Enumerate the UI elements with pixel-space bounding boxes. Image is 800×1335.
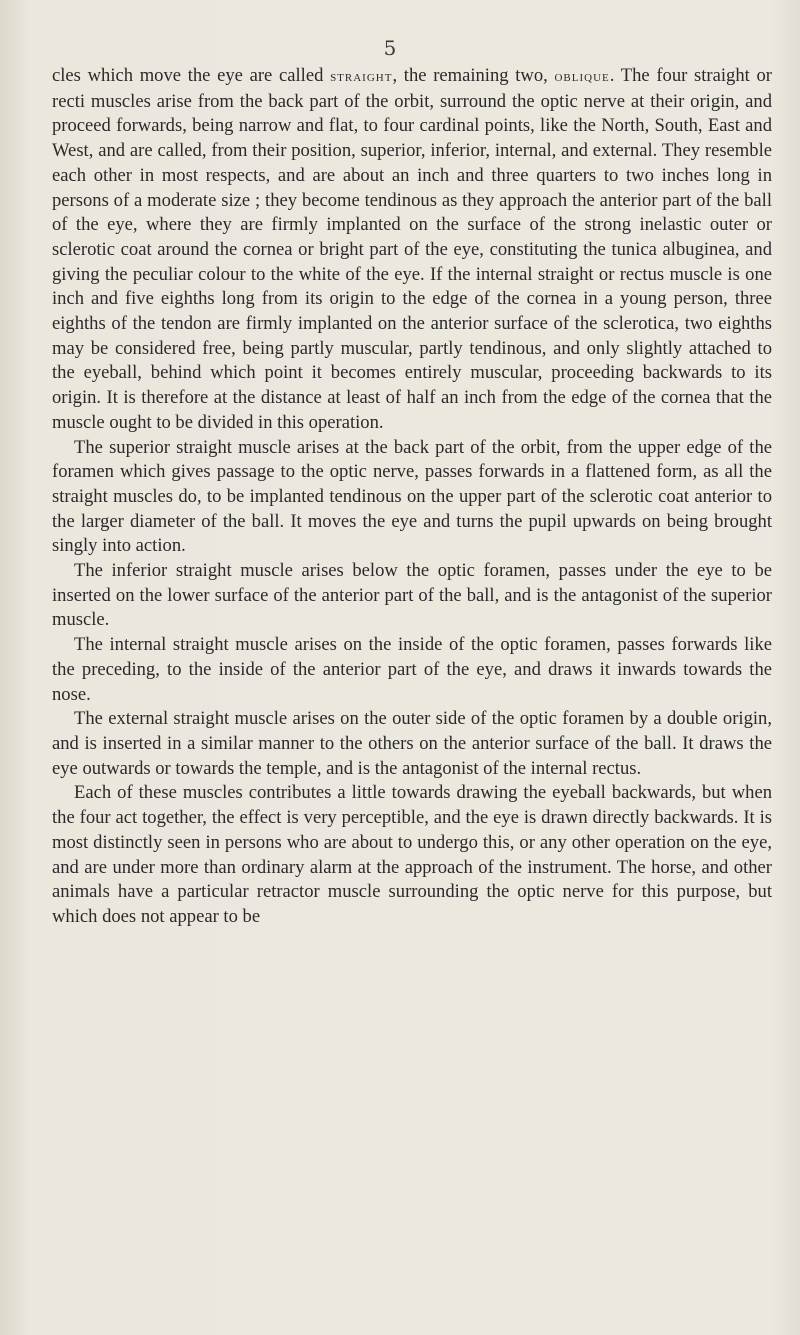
paragraph-1-rest: . The four straight or recti muscles arise from the back part of the orbit, surround the optic nerve at their origin, and proceed forwards, being narrow and flat, to four cardinal points, like the North, South, East and West, and are called, from their position, superior, inferior, internal, and external. They resemble each other in most respects, and are about an inch and three quarters to two inches long in persons of a moderate size ; they become tendinous as they approach the anterior part of the ball of the eye, where they are firmly implanted on the surface of the strong inelastic outer or sclerotic coat around the cornea or bright part of the eye, constituting the tunica albuginea, and giving the peculiar colour to the white of the eye. If the internal straight or rectus muscle is one inch and five eighths long from its origin to the edge of the cornea in a young person, three eighths of the tendon are firmly implanted on the anterior surface of the sclerotica, two eighths may be considered free, being partly muscular, partly tendinous, and only slightly attached to the eyeball, behind which point it becomes entirely muscular, proceeding backwards to its origin. It is therefore at the distance at least of half an inch from the edge of the cornea that the muscle ought to be divided in this operation. (52, 65, 772, 433)
paragraph-external-muscle: The external straight muscle arises on the outer side of the optic foramen by a double origin, and is inserted in a similar manner to the others on the anterior surface of the ball. It draws the eye outwards or towards the temple, and is the antagonist of the internal rectus. (52, 708, 772, 779)
term-straight: straight (330, 69, 393, 85)
paragraph-superior-muscle: The superior straight muscle arises at the back part of the orbit, from the upper edge of the foramen which gives passage to the optic nerve, passes forwards in a flattened form, as all the straight muscles do, to be implanted tendinous on the upper part of the sclerotic coat anterior to the larger diameter of the ball. It moves the eye and turns the pupil upwards on being brought singly into action. (52, 436, 772, 557)
paragraph-internal-muscle: The internal straight muscle arises on the inside of the optic foramen, passes forwards like the preceding, to the inside of the anterior part of the eye, and draws it inwards towards the nose. (52, 634, 772, 705)
paragraph-inferior-muscle: The inferior straight muscle arises below the optic foramen, passes under the eye to be inserted on the lower surface of the anterior part of the ball, and is the antagonist of the superior muscle. (52, 560, 772, 631)
body-text (52, 64, 772, 930)
term-oblique: oblique (554, 69, 610, 85)
paragraph-1-start: cles which move the eye are called (52, 65, 331, 86)
paragraph-1-middle: , the remaining two, (392, 65, 555, 86)
page-number: 5 (383, 36, 397, 60)
paragraph-combined-action: Each of these muscles contributes a little towards drawing the eyeball backwards, but when the four act together, the effect is very perceptible, and the eye is drawn directly backwards. It is most distinctly seen in persons who are about to undergo this, or any other operation on the eye, and are under more than ordinary alarm at the approach of the instrument. The horse, and other animals have a particular retractor muscle surrounding the optic nerve for this purpose, but which does not appear to be (52, 782, 772, 927)
paragraph-1 (52, 64, 772, 436)
